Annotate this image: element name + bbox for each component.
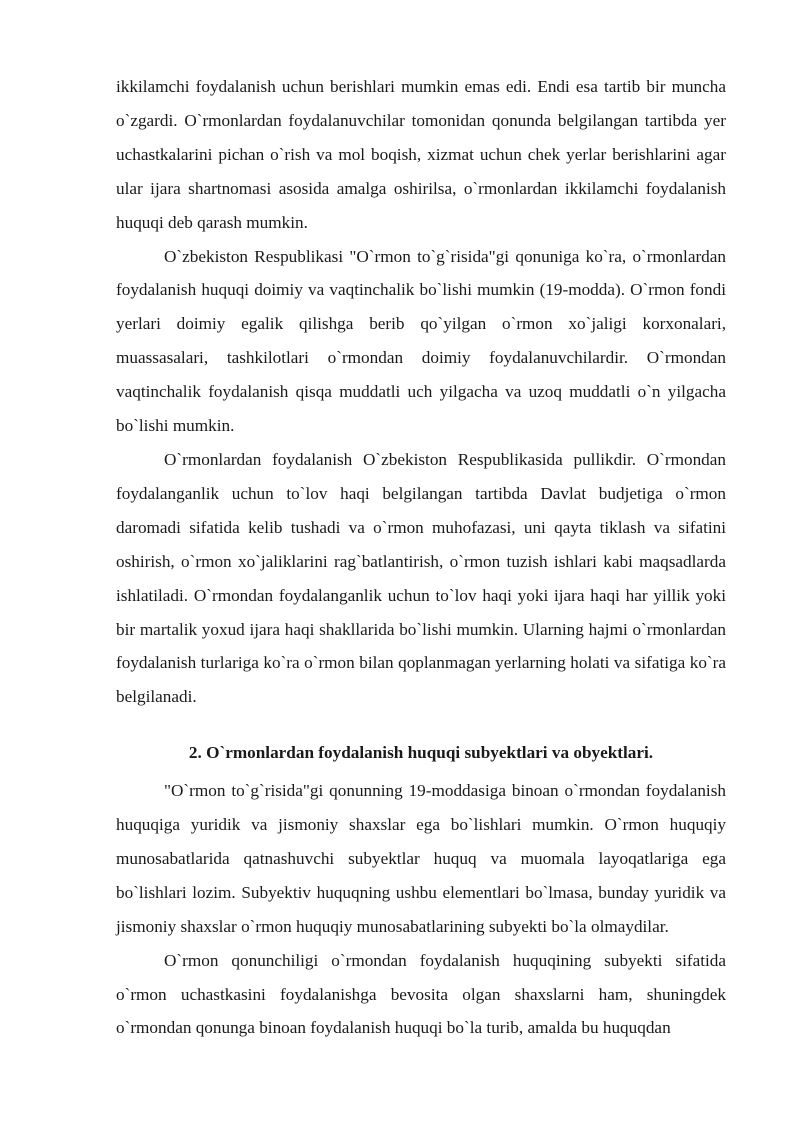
paragraph: O`zbekiston Respublikasi "O`rmon to`g`risida"gi qonuniga ko`ra, o`rmonlardan foydalanish huquqi doimiy va vaqtinchalik bo`lishi mumkin (19-modda). O`rmon fondi yerlari doimiy egalik qilishga berib qo`yilgan o`rmon xo`jaligi korxonalari, muassasalari, tashkilotlari o`rmondan doimiy foydalanuvchilardir. O`rmondan vaqtinchalik foydalanish qisqa muddatli uch yilgacha va uzoq muddatli o`n yilgacha bo`lishi mumkin. — [116, 246, 726, 436]
paragraph: "O`rmon to`g`risida"gi qonunning 19-moddasiga binoan o`rmondan foydalanish huquqiga yuridik va jismoniy shaxslar ega bo`lishlari mumkin. O`rmon huquqiy munosabatlarida qatnashuvchi subyektlar huquq va muomala layoqatlariga ega bo`lishlari lozim. Subyektiv huquqning ushbu elementlari bo`lmasa, bunday yuridik va jismoniy shaxslar o`rmon huquqiy munosabatlarining subyekti bo`la olmaydilar. — [116, 781, 726, 936]
paragraph: ikkilamchi foydalanish uchun berishlari mumkin emas edi. Endi esa tartib bir muncha o`zgardi. O`rmonlardan foydalanuvchilar tomonidan qonunda belgilangan tartibda yer uchastkalarini pichan o`rish va mol boqish, xizmat uchun chek yerlar berishlarini agar ular ijara shartnomasi asosida amalga oshirilsa, o`rmonlardan ikkilamchi foydalanish huquqi deb qarash mumkin. — [116, 77, 726, 232]
document-body — [116, 70, 726, 1045]
section-heading: 2. O`rmonlardan foydalanish huquqi subyektlari va obyektlari. — [188, 743, 654, 763]
paragraph: O`rmonlardan foydalanish O`zbekiston Respublikasida pullikdir. O`rmondan foydalanganlik uchun to`lov haqi belgilangan tartibda Davlat budjetiga o`rmon daromadi sifatida kelib tushadi va o`rmon muhofazasi, uni qayta tiklash va sifatini oshirish, o`rmon xo`jaliklarini rag`batlantirish, o`rmon tuzish ishlari kabi maqsadlarda ishlatiladi. O`rmondan foydalanganlik uchun to`lov haqi yoki ijara haqi har yillik yoki bir martalik yoxud ijara haqi shakllarida bo`lishi mumkin. Ularning hajmi o`rmonlardan foydalanish turlariga ko`ra o`rmon bilan qoplanmagan yerlarning holati va sifatiga ko`ra belgilanadi. — [116, 449, 726, 707]
paragraph: O`rmon qonunchiligi o`rmondan foydalanish huquqining subyekti sifatida o`rmon uchastkasini foydalanishga bevosita olgan shaxslarni ham, shuningdek o`rmondan qonunga binoan foydalanish huquqi bo`la turib, amalda bu huquqdan — [116, 950, 726, 1038]
